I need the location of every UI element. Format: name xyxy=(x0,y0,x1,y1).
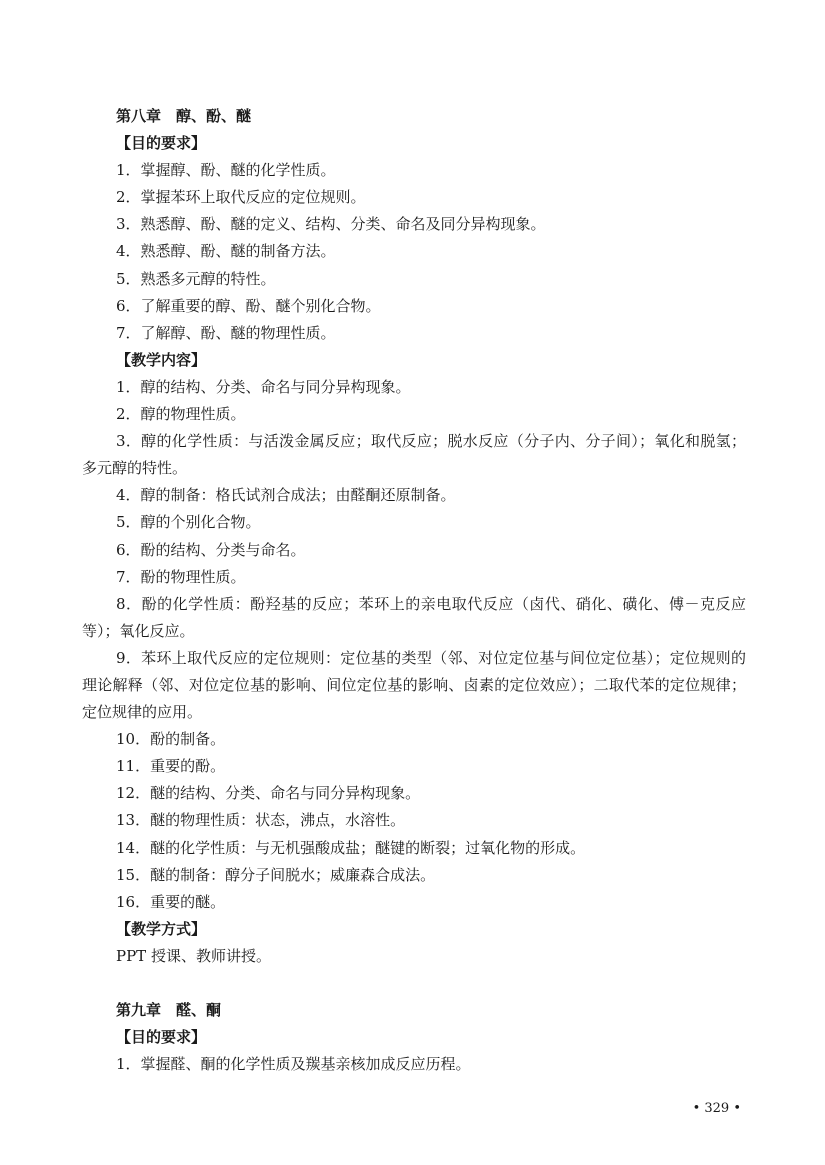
method-heading: 【教学方式】 xyxy=(116,919,207,938)
content-item: 13．醚的物理性质：状态，沸点，水溶性。 xyxy=(116,811,406,830)
goal-item: 2．掌握苯环上取代反应的定位规则。 xyxy=(116,188,366,207)
content-item: 7．酚的物理性质。 xyxy=(116,567,246,586)
goal-item: 1．掌握醛、酮的化学性质及羰基亲核加成反应历程。 xyxy=(116,1055,471,1074)
goals-heading: 【目的要求】 xyxy=(116,134,207,153)
goal-item: 4．熟悉醇、酚、醚的制备方法。 xyxy=(116,242,336,261)
page-content xyxy=(82,103,746,1078)
goal-item: 3．熟悉醇、酚、醚的定义、结构、分类、命名及同分异构现象。 xyxy=(116,215,546,234)
content-heading: 【教学内容】 xyxy=(116,350,207,369)
goal-item: 1．掌握醇、酚、醚的化学性质。 xyxy=(116,161,336,180)
goal-item: 7．了解醇、酚、醚的物理性质。 xyxy=(116,323,336,342)
method-text: PPT 授课、教师讲授。 xyxy=(116,946,271,965)
content-item: 14．醚的化学性质：与无机强酸成盐；醚键的断裂；过氧化物的形成。 xyxy=(116,838,586,857)
content-item: 10．酚的制备。 xyxy=(116,730,226,749)
goal-item: 6．了解重要的醇、酚、醚个别化合物。 xyxy=(116,296,381,315)
content-item: 3．醇的化学性质：与活泼金属反应；取代反应；脱水反应（分子内、分子间）；氧化和脱氢；多元醇的特性。 xyxy=(82,432,746,478)
content-item: 9．苯环上取代反应的定位规则：定位基的类型（邻、对位定位基与间位定位基）；定位规则的理论解释（邻、对位定位基的影响、间位定位基的影响、卤素的定位效应）；二取代苯的定位规律；定位规律的应用。 xyxy=(82,648,746,722)
content-item: 8．酚的化学性质：酚羟基的反应；苯环上的亲电取代反应（卤代、硝化、磺化、傅－克反应等）；氧化反应。 xyxy=(82,594,746,640)
content-item: 2．醇的物理性质。 xyxy=(116,405,246,424)
content-item: 5．醇的个别化合物。 xyxy=(116,513,261,532)
goals-heading: 【目的要求】 xyxy=(116,1028,207,1047)
page-number: • 329 • xyxy=(692,1101,741,1116)
content-item: 12．醚的结构、分类、命名与同分异构现象。 xyxy=(116,784,421,803)
content-item: 6．酚的结构、分类与命名。 xyxy=(116,540,306,559)
chapter-9-title: 第九章 醛、酮 xyxy=(116,1001,222,1019)
content-item: 1．醇的结构、分类、命名与同分异构现象。 xyxy=(116,377,411,396)
content-item: 15．醚的制备：醇分子间脱水；威廉森合成法。 xyxy=(116,865,436,884)
content-item: 4．醇的制备：格氏试剂合成法；由醛酮还原制备。 xyxy=(116,486,456,505)
goal-item: 5．熟悉多元醇的特性。 xyxy=(116,269,276,288)
section-gap xyxy=(82,970,746,997)
content-item: 11．重要的酚。 xyxy=(116,757,226,776)
content-item: 16．重要的醚。 xyxy=(116,892,226,911)
chapter-8-title: 第八章 醇、酚、醚 xyxy=(116,107,252,125)
